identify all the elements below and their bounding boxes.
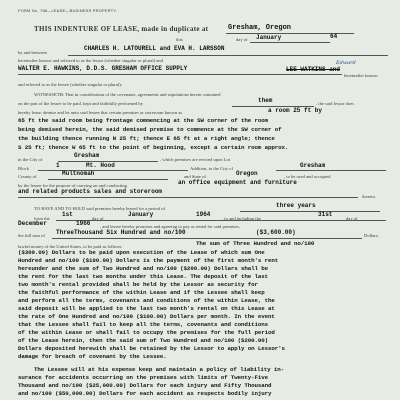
dollars-label: Dollars, [364, 233, 379, 238]
addition-city-rule [276, 170, 386, 171]
month-rule [250, 42, 330, 43]
witnesseth-line-3a: hereby lease, demise and let unto said lessee that certain premises or storeroom known as [18, 110, 183, 115]
lessee-rule [18, 74, 342, 75]
insurance-line-1: The Lessee will at his expense keep and maintain a policy of liability in- [34, 366, 285, 373]
block-label: Block [18, 166, 29, 171]
lessor-role-text: hereinafter known and referred to as the lessor (whether singular or plural) and [18, 58, 163, 63]
premises-description-line-1: 65 ft the said room being frontage commencing at the SW corner of the room [18, 117, 269, 124]
from-day-of-label: day of [92, 216, 104, 221]
rent-terms-line-12: of the within Lease or shall fail to occupy the premises for the full period [18, 329, 275, 336]
insurance-line-3: Thousand and no/100 ($25,000.00) Dollars for each injury and Fifty Thousand [18, 382, 272, 389]
rent-terms-line-1: The sum of Three Hundred and no/100 [196, 240, 315, 247]
purpose-line-2: and related products sales and storeroom [18, 188, 163, 195]
rent-terms-line-6: two month's rental provided shall be held by the Lessor as security for [18, 281, 258, 288]
until-label: , to and including the [222, 216, 261, 221]
until-day-of-label: day of [346, 216, 358, 221]
state-label: and State of [184, 174, 206, 179]
from-month: January [128, 211, 154, 218]
by-between-label: by and between [18, 50, 47, 55]
premises-city: Gresham [74, 152, 100, 159]
rent-terms-line-7: the faithful performance of the within Lease and if the Lessee shall keep [18, 289, 265, 296]
lawful-money-label: lawful money of the United States, to be paid as follows: [18, 244, 123, 249]
full-sum-label: the full sum of [18, 233, 45, 238]
county-rule [48, 179, 168, 180]
insurance-line-4: and no/100 ($50,000.00) Dollars for each accident as respects bodily injury [18, 390, 272, 397]
purpose-rule [18, 197, 358, 198]
rent-terms-line-3: Hundred and no/100 ($100.00) Dollars is the payment of the first month's rent [18, 257, 279, 264]
lessee-names-struck: LEE WATKINS and [286, 66, 341, 73]
rent-terms-line-8: and perform all the terms, covenants and conditions of the within Lease, the [18, 297, 275, 304]
rent-terms-line-15: damage for breach of covenant by the Lessee. [18, 353, 167, 360]
premises-description-line-3: the building thence running N 25 ft; thence E 65 ft at a right angle; thence [18, 135, 275, 142]
witnesseth-line-2c: , the said lessor does [316, 101, 354, 106]
witnesseth-line-1: WITNESSETH: That in consideration of the covenants, agreements and stipulations herein contained [34, 92, 221, 97]
day-of-label: day of [236, 37, 248, 42]
full-sum-words: ThreeThousand Six Hundred and no/100 [56, 229, 186, 236]
premises-situated-label: , which premises are erected upon Lot [160, 157, 231, 162]
premises-description-line-2: being demised herein, the said demised premise to commence at the SW corner of [18, 126, 282, 133]
lessor-names: CHARLES H. LATOURELL and EVA H. LARSSON [84, 45, 225, 52]
rent-terms-line-11: that the Lessee shall fail to keep all the terms, covenants and conditions [18, 321, 269, 328]
full-sum-rule [52, 238, 362, 239]
until-year: 1966 [76, 220, 91, 227]
county-label: County of [18, 174, 37, 179]
witnesseth-party: them [258, 97, 273, 104]
premises-description-line-4: S 25 ft; thence W 65 ft to the point of beginning, except a certain room approx. [18, 144, 289, 151]
rent-terms-line-2: ($300.00) Dollars to be paid upon execution of the Lease of which sum One [18, 249, 265, 256]
block-number: 1 [56, 162, 60, 169]
block-rule [38, 170, 188, 171]
day-label: this [176, 37, 183, 42]
rent-terms-line-9: said deposit will be applied to the last two month's rental on this Lease at [18, 305, 275, 312]
witnesseth-line-2a: on the part of the lessee to be paid, kept and faithfully performed by [18, 101, 144, 106]
lessor-rule [68, 55, 388, 56]
insurance-line-2: surance for accidents occurring on the premises with limits of Twenty-Five [18, 374, 269, 381]
lessee-names: WALTER E. HAWKINS, D.D.S. GRESHAM OFFICE SUPPLY [18, 65, 188, 72]
from-rule [56, 220, 386, 221]
lease-title: THIS INDENTURE OF LEASE, made in duplicate at [34, 25, 209, 33]
rent-terms-line-14: Dollars deposited herewith shall be retained by the Lessor to apply on Lessor's [18, 345, 285, 352]
from-label: from the [34, 216, 50, 221]
until-month: December [18, 220, 47, 227]
rent-terms-line-13: of the Lease herein, then the said sum of Two Hundred and no/100 ($200.00) [18, 337, 269, 344]
lessee-role-text: hereinafter known [344, 73, 378, 78]
form-number: FORM No. 786—LEASE—BUSINESS PROPERTY. [18, 8, 118, 13]
state-name: Oregon [236, 170, 258, 177]
lease-period: three years [276, 202, 316, 209]
from-year: 1964 [196, 211, 211, 218]
execution-month: January [256, 34, 282, 41]
rent-terms-line-10: the rate of One Hundred and no/100 ($100.00) Dollars per month. In the event [18, 313, 275, 320]
handwritten-insertion: Edward [336, 60, 356, 66]
until-day: 31st [318, 211, 333, 218]
lessee-promises-label: , and lessee hereby promises and agreeing to pay as rental for said premises, [100, 224, 240, 229]
purpose-line-1: an office equipment and furniture [178, 179, 297, 186]
therein-label: therein. [362, 194, 376, 199]
county-name: Multnomah [62, 170, 95, 177]
addition-city: Gresham [300, 162, 326, 169]
addition-label: Addition, to the City of [190, 166, 234, 171]
addition-name: Mt. Hood [86, 162, 115, 169]
premises-description-start: a room 25 ft by [268, 107, 323, 114]
rent-terms-line-5: the rent for the last two months under this Lease. The deposit of the last [18, 273, 269, 280]
period-rule [240, 211, 380, 212]
execution-city: Gresham, Oregon [228, 24, 292, 32]
from-day: 1st [62, 211, 73, 218]
execution-year: 64 [330, 33, 338, 40]
rent-terms-line-4: hereunder and the sum of Two Hundred and no/100 ($200.00) Dollars shall be [18, 265, 269, 272]
lessee-role-text-2: and referred to as the lessee (whether singular or plural); [18, 82, 122, 87]
to-be-used-label: , to be used and occupied [284, 174, 331, 179]
city-label: in the City of [18, 157, 43, 162]
purpose-label: by the lessee for the purpose of carrying on and conducting [18, 183, 127, 188]
to-have-label: TO HAVE AND TO HOLD said premises hereby leased for a period of [34, 206, 166, 211]
full-sum-amount: ($3,600.00) [256, 229, 296, 236]
